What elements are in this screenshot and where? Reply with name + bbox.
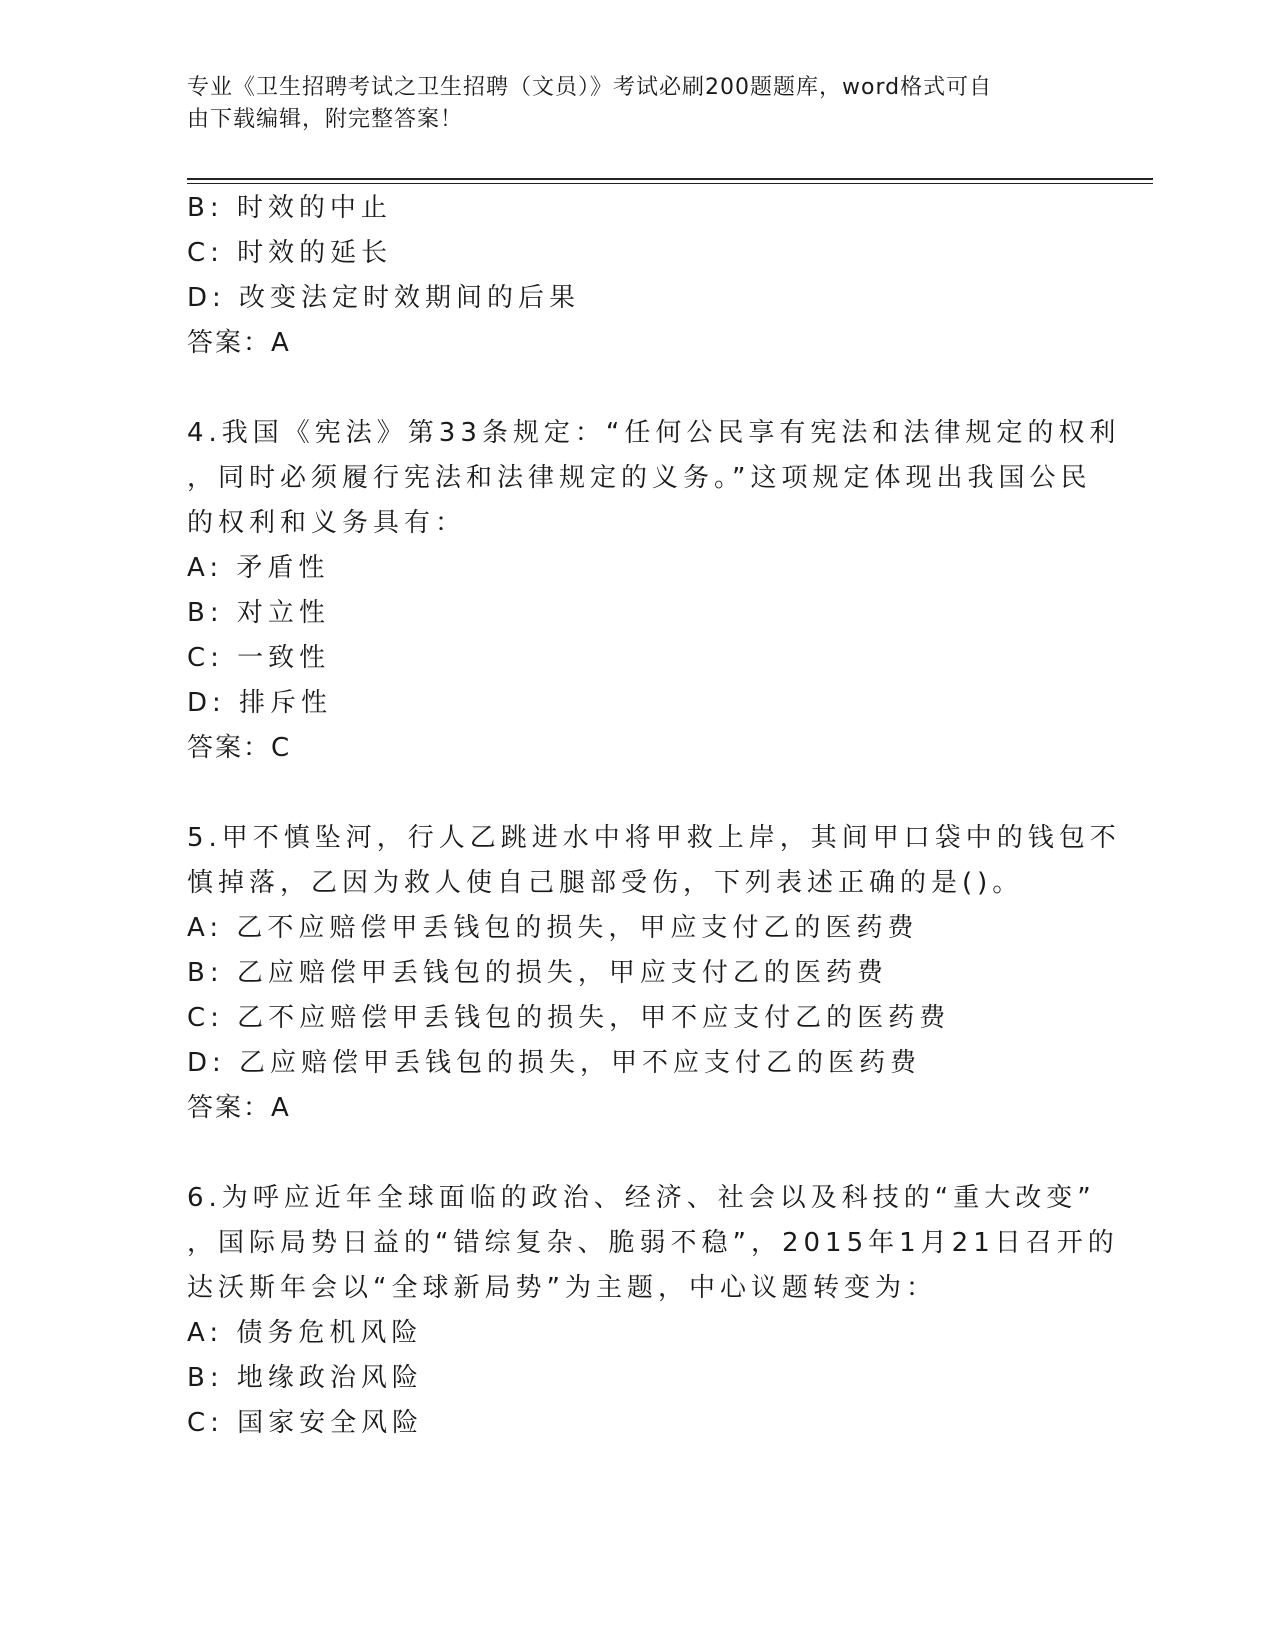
q5-option-b: B: 乙应赔偿甲丢钱包的损失，甲应支付乙的医药费 (187, 958, 888, 988)
header-divider-thin (187, 183, 1153, 184)
q5-option-a: A: 乙不应赔偿甲丢钱包的损失，甲应支付乙的医药费 (187, 913, 919, 943)
q4-stem-line-2: ，同时必须履行宪法和法律规定的义务。”这项规定体现出我国公民 (187, 463, 1092, 493)
header-line-1: 专业《卫生招聘考试之卫生招聘（文员）》考试必刷200题题库，word格式可自 (187, 75, 993, 100)
q6-option-c: C: 国家安全风险 (187, 1408, 424, 1438)
q5-stem-line-1: 5.甲不慎坠河，行人乙跳进水中将甲救上岸，其间甲口袋中的钱包不 (187, 823, 1121, 853)
q4-stem-line-3: 的权利和义务具有： (187, 508, 467, 538)
q5-option-c: C: 乙不应赔偿甲丢钱包的损失，甲不应支付乙的医药费 (187, 1003, 951, 1033)
q4-option-d: D: 排斥性 (187, 688, 333, 718)
q6-stem-line-1: 6.为呼应近年全球面临的政治、经济、社会以及科技的“重大改变” (187, 1183, 1096, 1213)
q4-option-b: B: 对立性 (187, 598, 330, 628)
q4-stem-line-1: 4.我国《宪法》第33条规定：“任何公民享有宪法和法律规定的权利 (187, 418, 1121, 448)
q6-option-a: A: 债务危机风险 (187, 1318, 423, 1348)
q4-option-a: A: 矛盾性 (187, 553, 330, 583)
q5-option-d: D: 乙应赔偿甲丢钱包的损失，甲不应支付乙的医药费 (187, 1048, 922, 1078)
q6-stem-line-3: 达沃斯年会以“全球新局势”为主题，中心议题转变为： (187, 1273, 937, 1303)
q3-option-b: B: 时效的中止 (187, 193, 392, 223)
header-divider-thick (187, 178, 1153, 180)
q3-answer: 答案：A (187, 328, 291, 358)
q3-option-c: C: 时效的延长 (187, 238, 393, 268)
q5-stem-line-2: 慎掉落，乙因为救人使自己腿部受伤，下列表述正确的是()。 (187, 868, 1024, 898)
q4-option-c: C: 一致性 (187, 643, 331, 673)
header-line-2: 由下载编辑，附完整答案！ (187, 107, 464, 132)
document-header (187, 72, 1067, 136)
q6-option-b: B: 地缘政治风险 (187, 1363, 423, 1393)
q3-option-d: D: 改变法定时效期间的后果 (187, 283, 581, 313)
q4-answer: 答案：C (187, 733, 292, 763)
q5-answer: 答案：A (187, 1093, 291, 1123)
q6-stem-line-2: ，国际局势日益的“错综复杂、脆弱不稳”，2015年1月21日召开的 (187, 1228, 1119, 1258)
